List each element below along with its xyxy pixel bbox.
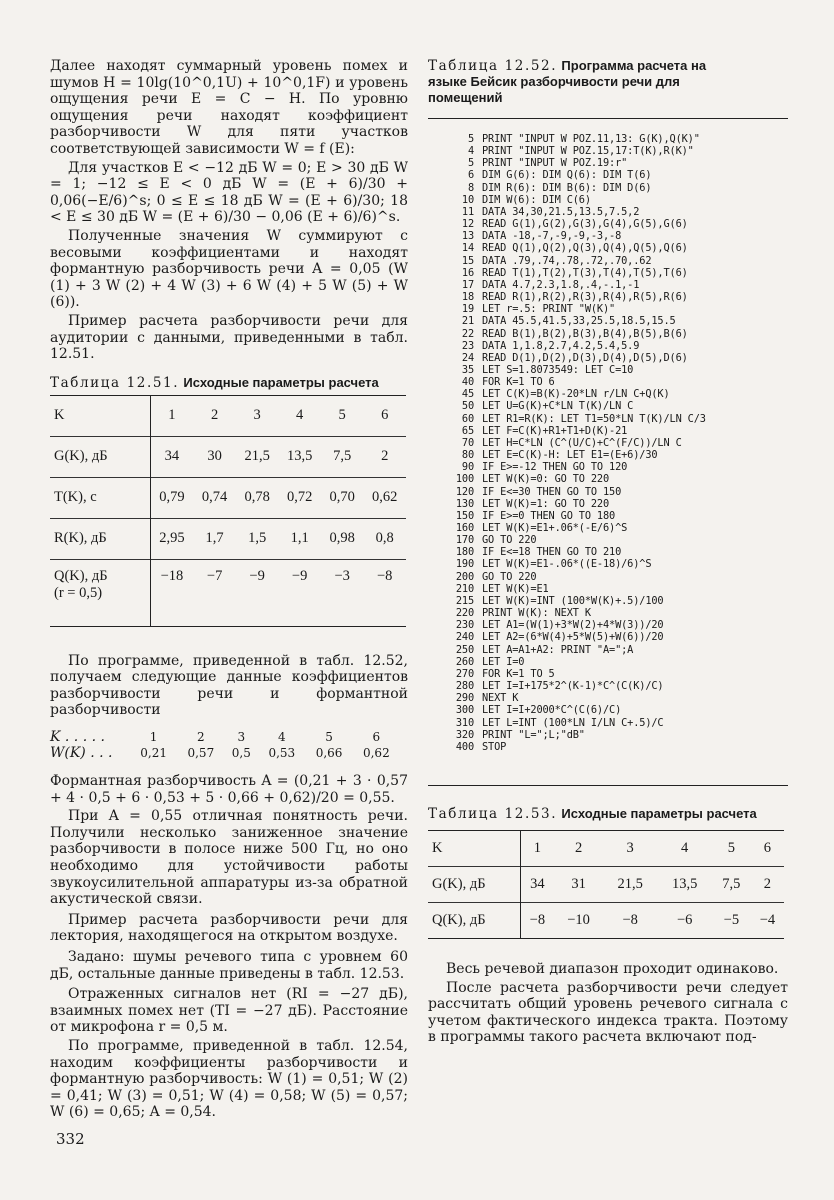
line-number: 400 [455, 740, 474, 753]
paragraph: Весь речевой диапазон проходит одинаково. [446, 960, 779, 977]
table-cell: 4 [296, 407, 304, 424]
code-text: READ G(1),G(2),G(3),G(4),G(5),G(6) [482, 218, 688, 231]
line-number: 130 [455, 497, 474, 510]
code-line [430, 194, 788, 206]
row-label-text: T(K), с [54, 489, 97, 506]
row-label-text: G(K), дБ [54, 448, 108, 465]
code-line [430, 619, 788, 631]
paragraph: После расчета разборчивости речи следует рассчитать общий уровень речевого сигнала с учетом фактического индекса тракта. Поэтому в программы такого расчета включают под- [428, 979, 788, 1046]
line-number: 8 [467, 181, 474, 194]
table-cell: 0,79 [159, 489, 185, 506]
code-line [430, 741, 788, 753]
table-cell: 6 [763, 839, 772, 856]
code-text: IF E<=18 THEN GO TO 210 [482, 546, 622, 559]
code-line [430, 206, 788, 218]
code-line [430, 607, 788, 619]
code-line [430, 704, 788, 716]
code-line [430, 388, 788, 400]
paragraph: Полученные значения W суммируют с весовыми коэффициентами и находят формантную разборчивость речи A = 0,05 (W (1) + 3 W (2) + 4 W (3) + 6 W (4) + 5 W (5) + W (6)). [50, 227, 408, 311]
table-12-52-caption [428, 58, 748, 106]
paragraph: По программе, приведенной в табл. 12.52, получаем следующие данные коэффициентов разборчивости речи и формантной разборчивости [50, 652, 408, 719]
code-line [430, 340, 788, 352]
code-line [430, 558, 788, 570]
k-value: 4 [278, 730, 286, 745]
paragraph: Пример расчета разборчивости речи для аудитории с данными, приведенными в табл. 12.51. [50, 312, 408, 363]
row-label [50, 395, 150, 436]
table-cell: −8 [529, 911, 546, 928]
line-number: 13 [461, 230, 474, 243]
table-cell: 0,8 [375, 530, 394, 547]
code-text: LET A2=(6*W(4)+5*W(5)+W(6))/20 [482, 631, 664, 644]
line-number: 18 [461, 291, 474, 304]
code-text: PRINT "INPUT W POZ.19:r" [482, 157, 628, 170]
table-12-53-caption [428, 806, 788, 822]
code-text: LET I=I+175*2^(K-1)*C^(C(K)/C) [482, 680, 664, 693]
line-number: 120 [455, 485, 474, 498]
table-cell: 31 [571, 875, 586, 892]
code-line [430, 680, 788, 692]
k-value: 1 [149, 730, 158, 745]
table-cell: −8 [622, 911, 638, 928]
code-text: LET I=0 [482, 655, 525, 668]
line-number: 280 [455, 680, 474, 693]
table-cell: −18 [160, 567, 184, 584]
code-text: READ B(1),B(2),B(3),B(4),B(5),B(6) [482, 327, 688, 340]
code-text: DIM G(6): DIM Q(6): DIM T(6) [482, 169, 652, 182]
code-line [430, 595, 788, 607]
code-line [430, 145, 788, 157]
line-number: 215 [455, 594, 474, 607]
table-row [428, 866, 784, 902]
code-text: NEXT K [482, 692, 519, 705]
code-text: LET A=A1+A2: PRINT "A=";A [482, 643, 634, 656]
code-line [430, 255, 788, 267]
line-number: 4 [467, 145, 474, 158]
line-number: 17 [461, 278, 474, 291]
table-cell: 6 [381, 407, 389, 424]
code-text: LET U=G(K)+C*LN T(K)/LN C [482, 400, 634, 413]
code-text: LET H=C*LN (C^(U/C)+C^(F/C))/LN C [482, 436, 682, 449]
line-number: 180 [455, 546, 474, 559]
line-number: 200 [455, 570, 474, 583]
row-label-text: K [54, 407, 65, 424]
w-label: W(K) . . . [50, 745, 113, 762]
code-line [430, 510, 788, 522]
code-text: FOR K=1 TO 6 [482, 376, 555, 389]
table-cell: 2 [574, 839, 583, 856]
table-cell: 2 [381, 448, 389, 465]
code-text: LET R1=R(K): LET T1=50*LN T(K)/LN C/3 [482, 412, 706, 425]
w-value: 0,53 [268, 746, 296, 761]
line-number: 260 [455, 655, 474, 668]
code-text: LET E=C(K)-H: LET E1=(E+6)/30 [482, 449, 658, 462]
line-number: 35 [461, 363, 474, 376]
code-text: PRINT "INPUT W POZ.11,13: G(K),Q(K)" [482, 133, 700, 145]
code-line [430, 315, 788, 327]
table-caption-prefix: Таблица 12.53. [428, 805, 558, 822]
table-caption-prefix: Таблица 12.52. [428, 58, 558, 74]
table-cell: 21,5 [617, 875, 643, 892]
row-label [50, 436, 150, 477]
table-cell: 0,72 [286, 489, 313, 506]
k-label: K . . . . . [50, 729, 105, 746]
code-text: LET L=INT (100*LN I/LN C+.5)/C [482, 716, 664, 729]
code-line [430, 425, 788, 437]
table-cell: −7 [206, 567, 223, 584]
page-number: 332 [56, 1130, 85, 1148]
code-line [430, 291, 788, 303]
table-cell: 4 [681, 839, 689, 856]
table-cell: 0,74 [201, 489, 228, 506]
code-text: DATA 4.7,2.3,1.8,.4,-.1,-1 [482, 278, 640, 291]
table-caption-title: Программа расчета на языке Бейсик разборчивости речи для помещений [428, 58, 707, 105]
table-cell: −10 [567, 911, 590, 928]
code-line [430, 546, 788, 558]
table-row [428, 830, 784, 866]
code-line [430, 182, 788, 194]
table-cell: 2,95 [159, 530, 185, 547]
line-number: 22 [461, 327, 474, 340]
code-text: DATA 34,30,21.5,13.5,7.5,2 [482, 205, 640, 218]
line-number: 10 [461, 193, 474, 206]
right-column [428, 58, 788, 1046]
row-label [428, 830, 520, 866]
code-line [430, 656, 788, 668]
row-label-text: Q(K), дБ [432, 911, 486, 928]
code-line [430, 522, 788, 534]
line-number: 60 [461, 412, 474, 425]
paragraph: Формантная разборчивость A = (0,21 + 3 · 0,57 + 4 · 0,5 + 6 · 0,53 + 5 · 0,66 + 0,62)/20 = 0,55. [50, 773, 408, 806]
code-text: DATA 45.5,41.5,33,25.5,18.5,15.5 [482, 315, 676, 328]
code-line [430, 267, 788, 279]
row-label [50, 477, 150, 518]
code-line [430, 461, 788, 473]
code-line [430, 352, 788, 364]
line-number: 150 [455, 509, 474, 522]
line-number: 11 [461, 205, 474, 218]
code-text: DATA -18,-7,-9,-9,-3,-8 [482, 230, 622, 243]
code-text: IF E>=0 THEN GO TO 180 [482, 509, 616, 522]
line-number: 5 [467, 157, 474, 170]
table-cell: 7,5 [333, 448, 352, 465]
line-number: 190 [455, 558, 474, 571]
code-line [430, 413, 788, 425]
table-row [50, 436, 406, 477]
line-number: 65 [461, 424, 474, 437]
code-text: DIM R(6): DIM B(6): DIM D(6) [482, 181, 652, 194]
code-line [430, 692, 788, 704]
w-value: 0,57 [187, 746, 215, 761]
table-row [50, 477, 406, 518]
code-line [430, 328, 788, 340]
code-text: PRINT W(K): NEXT K [482, 607, 591, 620]
line-number: 24 [461, 351, 474, 364]
w-values-table [50, 729, 400, 761]
table-12-51 [50, 395, 406, 627]
table-12-51-caption [50, 375, 408, 391]
table-caption-title: Исходные параметры расчета [183, 374, 379, 390]
line-number: 320 [455, 728, 474, 741]
code-line [430, 437, 788, 449]
code-line [430, 668, 788, 680]
line-number: 12 [461, 218, 474, 231]
k-value: 6 [372, 730, 381, 745]
code-text: STOP [482, 740, 507, 753]
code-line [430, 449, 788, 461]
table-cell: 13,5 [671, 875, 698, 892]
table-cell: 2 [763, 875, 772, 892]
code-line [430, 717, 788, 729]
paragraph: Для участков E < −12 дБ W = 0; E > 30 дБ W = 1; −12 ≤ E < 0 дБ W = (E + 6)/30 + 0,06(−E/6)^s; 0 ≤ E ≤ 18 дБ W = (E + 6)/30; 18 < E ≤ 30 дБ W = (E + 6)/30 − 0,06 (E + 6)/6)^s. [50, 159, 408, 226]
table-cell: 1,5 [248, 530, 267, 547]
w-value: 0,21 [140, 746, 167, 761]
line-number: 80 [461, 449, 474, 462]
code-text: LET S=1.8073549: LET C=10 [482, 363, 634, 376]
k-row [50, 729, 400, 745]
left-column [50, 58, 408, 1121]
w-value: 0,5 [231, 746, 251, 761]
line-number: 5 [467, 133, 474, 145]
row-label [428, 902, 520, 938]
table-cell: 1 [168, 407, 176, 424]
line-number: 15 [461, 254, 474, 267]
code-line [430, 303, 788, 315]
table-cell: 1 [533, 839, 541, 856]
table-cell: 1,1 [290, 530, 309, 547]
code-text: IF E<=30 THEN GO TO 150 [482, 485, 622, 498]
table-cell: −4 [759, 911, 776, 928]
row-label-text: Q(K), дБ [54, 567, 108, 584]
code-text: LET W(K)=0: GO TO 220 [482, 473, 610, 486]
code-text: GO TO 220 [482, 570, 537, 583]
paragraph: Отраженных сигналов нет (RI = −27 дБ), взаимных помех нет (TI = −27 дБ). Расстояние от микрофона r = 0,5 м. [50, 986, 408, 1036]
code-line [430, 364, 788, 376]
k-value: 2 [197, 730, 205, 745]
table-cell: 0,98 [329, 530, 355, 547]
line-number: 40 [461, 376, 474, 389]
code-text: GO TO 220 [482, 534, 537, 547]
code-line [430, 486, 788, 498]
paragraph: Далее находят суммарный уровень помех и шумов H = 10lg(10^0,1U) + 10^0,1F) и уровень ощущения речи E = C − H. По уровню ощущения речи находят коэффициент разборчивости W для пяти участков соответствующей зависимости W = f (E): [50, 58, 408, 157]
w-value: 0,66 [315, 746, 343, 761]
table-row [428, 902, 784, 938]
table-cell: −9 [291, 567, 308, 584]
code-line [430, 230, 788, 242]
line-number: 45 [461, 388, 474, 401]
code-text: LET r=.5: PRINT "W(K)" [482, 303, 616, 316]
line-number: 310 [455, 716, 474, 729]
code-line [430, 400, 788, 412]
line-number: 6 [467, 169, 474, 182]
table-cell: −9 [249, 567, 265, 584]
table-cell: 3 [253, 407, 261, 424]
table-cell: 30 [207, 448, 222, 465]
code-line [430, 729, 788, 741]
row-label [50, 518, 150, 559]
code-line [430, 534, 788, 546]
table-row [50, 559, 406, 626]
code-text: LET C(K)=B(K)-20*LN r/LN C+Q(K) [482, 388, 670, 401]
code-text: PRINT "INPUT W POZ.15,17:T(K),R(K)" [482, 145, 694, 158]
line-number: 23 [461, 339, 474, 352]
basic-program-listing [428, 133, 788, 753]
line-number: 290 [455, 692, 474, 705]
table-cell: −6 [676, 911, 693, 928]
table-cell: −5 [723, 911, 740, 928]
table-cell: 5 [727, 839, 735, 856]
w-row [50, 745, 400, 761]
w-value: 0,62 [362, 746, 390, 761]
row-label-text: K [432, 839, 443, 856]
table-cell: 0,70 [329, 489, 355, 506]
table-cell: 0,62 [372, 489, 398, 506]
line-number: 14 [461, 242, 474, 255]
code-text: PRINT "L=";L;"dB" [482, 728, 585, 741]
line-number: 220 [455, 607, 474, 620]
table-cell: 21,5 [244, 448, 270, 465]
paragraph: По программе, приведенной в табл. 12.54, находим коэффициенты разборчивости и формантную разборчивость: W (1) = 0,51; W (2) = 0,41; W (3) = 0,51; W (4) = 0,58; W (5) = 0,57; W (6) = 0,65; A = 0,54. [50, 1037, 408, 1121]
table-caption-prefix: Таблица 12.51. [50, 374, 180, 391]
line-number: 240 [455, 631, 474, 644]
code-text: FOR K=1 TO 5 [482, 667, 555, 680]
code-line [430, 133, 788, 145]
table-12-53 [428, 830, 784, 939]
row-label [428, 866, 520, 902]
code-text: READ R(1),R(2),R(3),R(4),R(5),R(6) [482, 291, 688, 304]
line-number: 230 [455, 619, 474, 632]
table-cell: 0,78 [244, 489, 270, 506]
paragraph: При A = 0,55 отличная понятность речи. Получили несколько заниженное значение разборчивости в полосе ниже 500 Гц, но оно необходимо для устойчивости работы звукоусилительной аппаратуры из-за обратной акустической связи. [50, 808, 408, 908]
table-cell: 3 [626, 839, 634, 856]
table-top-rule [428, 118, 788, 119]
line-number: 21 [461, 315, 474, 328]
table-cell: 5 [338, 407, 346, 424]
table-cell: 34 [530, 875, 545, 892]
line-number: 170 [455, 534, 474, 547]
line-number: 100 [455, 473, 474, 486]
k-value: 5 [325, 730, 333, 745]
code-text: DIM W(6): DIM C(6) [482, 193, 591, 206]
code-line [430, 376, 788, 388]
code-text: LET W(K)=1: GO TO 220 [482, 497, 610, 510]
code-text: LET W(K)=E1-.06*((E-18)/6)^S [482, 558, 652, 571]
row-label-text: G(K), дБ [432, 875, 486, 892]
code-line [430, 169, 788, 181]
code-text: READ Q(1),Q(2),Q(3),Q(4),Q(5),Q(6) [482, 242, 688, 255]
table-cell: 13,5 [286, 448, 313, 465]
code-line [430, 218, 788, 230]
code-line [430, 279, 788, 291]
code-line [430, 644, 788, 656]
code-line [430, 473, 788, 485]
line-number: 210 [455, 582, 474, 595]
table-caption-title: Исходные параметры расчета [561, 805, 757, 821]
table-cell: −3 [334, 567, 350, 584]
line-number: 50 [461, 400, 474, 413]
table-cell: 7,5 [722, 875, 741, 892]
code-text: LET W(K)=E1+.06*(-E/6)^S [482, 522, 628, 534]
table-row [50, 395, 406, 436]
code-text: LET W(K)=E1 [482, 582, 549, 595]
table-cell: 1,7 [205, 530, 224, 547]
code-text: LET W(K)=INT (100*W(K)+.5)/100 [482, 594, 664, 607]
code-line [430, 583, 788, 595]
code-text: LET I=I+2000*C^(C(6)/C) [482, 704, 622, 717]
code-text: IF E>=-12 THEN GO TO 120 [482, 461, 628, 474]
code-text: LET A1=(W(1)+3*W(2)+4*W(3))/20 [482, 619, 664, 632]
code-text: LET F=C(K)+R1+T1+D(K)-21 [482, 424, 628, 437]
code-line [430, 242, 788, 254]
table-row [50, 518, 406, 559]
row-label-text: R(K), дБ [54, 530, 107, 547]
code-text: DATA 1,1.8,2.7,4.2,5.4,5.9 [482, 339, 640, 352]
paragraph: Задано: шумы речевого типа с уровнем 60 дБ, остальные данные приведены в табл. 12.53. [50, 949, 408, 982]
code-text: READ D(1),D(2),D(3),D(4),D(5),D(6) [482, 351, 688, 364]
line-number: 270 [455, 667, 474, 680]
code-text: DATA .79,.74,.78,.72,.70,.62 [482, 254, 652, 267]
line-number: 300 [455, 704, 474, 717]
row-label [50, 559, 150, 626]
table-bottom-rule [428, 785, 788, 786]
code-line [430, 571, 788, 583]
line-number: 70 [461, 436, 474, 449]
code-line [430, 498, 788, 510]
table-cell: 2 [210, 407, 219, 424]
k-value: 3 [237, 730, 246, 745]
row-sublabel: (r = 0,5) [54, 584, 103, 601]
paragraph: Пример расчета разборчивости речи для лектория, находящегося на открытом воздухе. [50, 911, 408, 945]
line-number: 19 [461, 303, 474, 316]
line-number: 160 [455, 522, 474, 534]
code-line [430, 631, 788, 643]
table-cell: −8 [376, 567, 393, 584]
line-number: 90 [461, 461, 474, 474]
line-number: 16 [461, 266, 474, 279]
table-cell: 34 [164, 448, 180, 465]
code-text: READ T(1),T(2),T(3),T(4),T(5),T(6) [482, 266, 688, 279]
line-number: 250 [455, 643, 474, 656]
code-line [430, 157, 788, 169]
